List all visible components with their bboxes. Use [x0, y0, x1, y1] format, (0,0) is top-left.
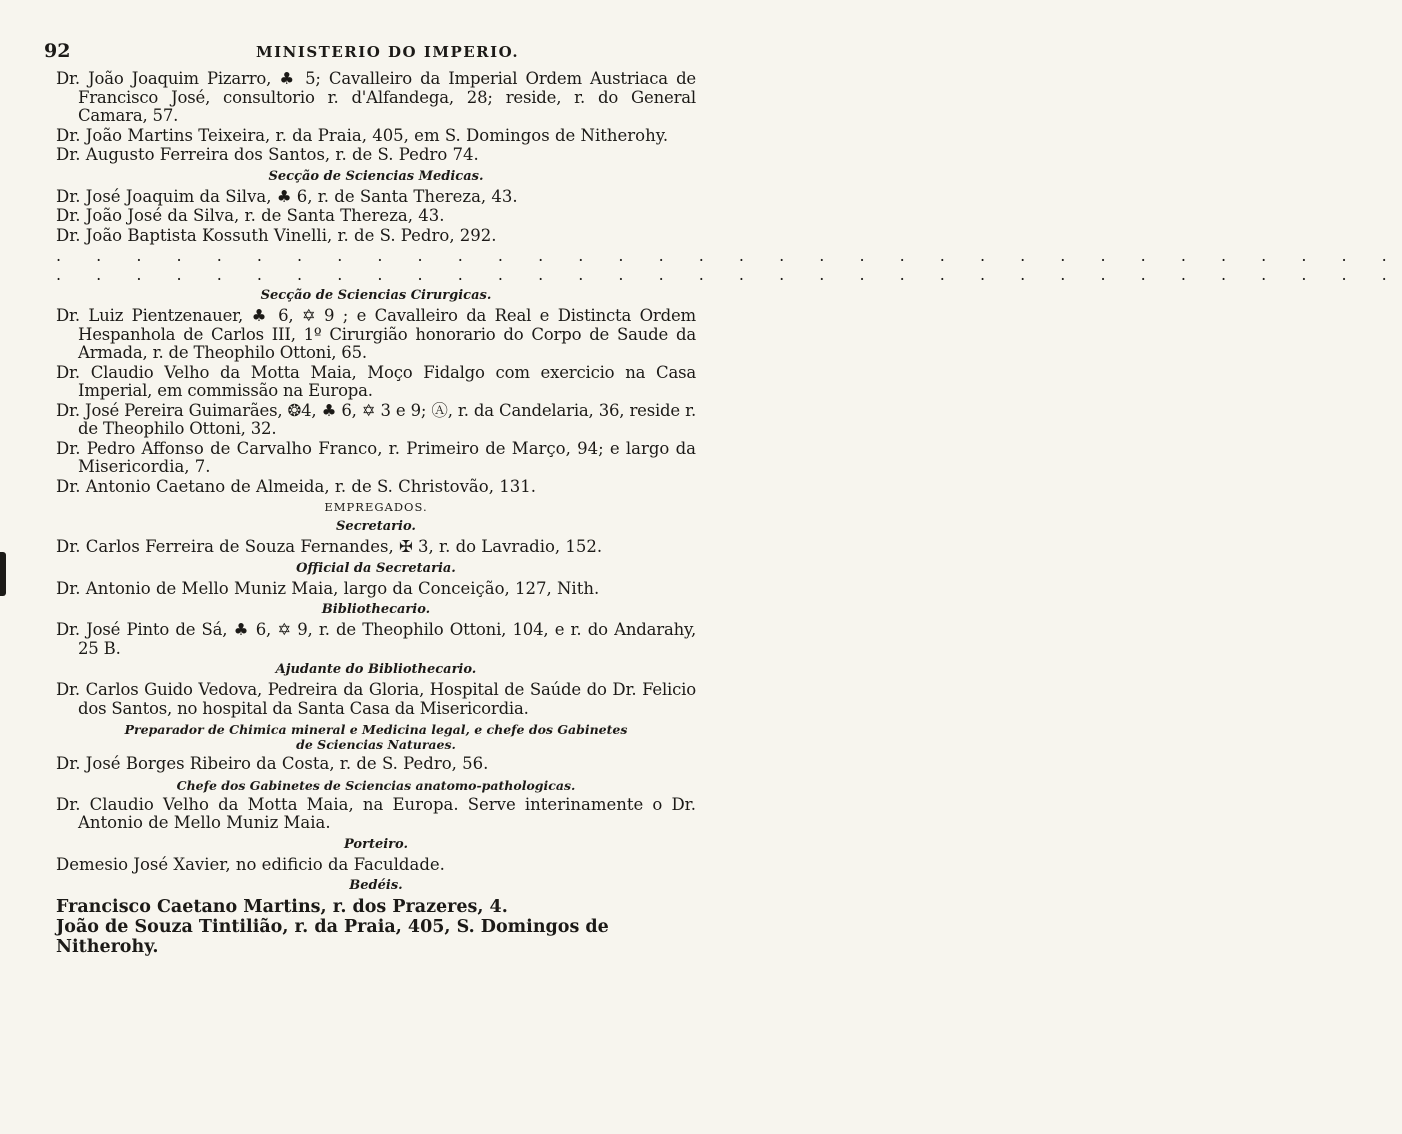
entry-official: Dr. Antonio de Mello Muniz Maia, largo da Conceição, 127, Nith. [56, 578, 600, 598]
entry-pizarro: Dr. João Joaquim Pizarro, ♣ 5; Cavalleiro da Imperial Ordem Austriaca de Francisco José, consultorio r. d'Alfandega, 28; reside, r. do General Camara, 57. [56, 69, 696, 125]
page-header [44, 40, 694, 64]
section-title-medicas: Secção de Sciencias Medicas. [268, 168, 484, 184]
binding-edge-mark [0, 552, 6, 596]
entry-carvalho-franco: Dr. Pedro Affonso de Carvalho Franco, r. Primeiro de Março, 94; e largo da Misericordia, 7. [56, 438, 696, 476]
section-title-cirurgicas: Secção de Sciencias Cirurgicas. [260, 288, 492, 303]
role-title-bibliothecario: Bibliothecario. [321, 602, 431, 617]
entry-preparador: Dr. José Borges Ribeiro da Costa, r. de S. Pedro, 56. [56, 754, 489, 773]
role-title-porteiro: Porteiro. [344, 836, 408, 852]
dotted-leader-line: . . . . . . . . . . . . . . . . . . . . . . . . . . . . . . . . . . [56, 246, 1402, 265]
entry-teixeira: Dr. João Martins Teixeira, r. da Praia, 405, em S. Domingos de Nitherohy. [56, 125, 669, 145]
entry-guimaraes: Dr. José Pereira Guimarães, ❂4, ♣ 6, ✡ 3 e 9; Ⓐ, r. da Candelaria, 36, reside r. de Theophilo Ottoni, 32. [56, 400, 696, 438]
entry-secretario: Dr. Carlos Ferreira de Souza Fernandes, ✠ 3, r. do Lavradio, 152. [56, 537, 603, 556]
entry-bibliothecario: Dr. José Pinto de Sá, ♣ 6, ✡ 9, r. de Theophilo Ottoni, 104, e r. do Andarahy, 25 B. [56, 620, 696, 658]
entry-joao-silva: Dr. João José da Silva, r. de Santa Thereza, 43. [56, 206, 445, 225]
section-title-empregados: EMPREGADOS. [324, 500, 428, 514]
role-title-preparador-line2: de Sciencias Naturaes. [296, 737, 456, 752]
entry-ajudante: Dr. Carlos Guido Vedova, Pedreira da Gloria, Hospital de Saúde do Dr. Felicio dos Santos, no hospital da Santa Casa da Misericordia. [56, 680, 696, 718]
page-number: 92 [44, 40, 71, 62]
entry-bedel: Francisco Caetano Martins, r. dos Prazeres, 4. [56, 897, 508, 917]
entry-bedel: João de Souza Tintilião, r. da Praia, 405, S. Domingos de Nitherohy. [56, 917, 609, 957]
entry-joaquim-silva: Dr. José Joaquim da Silva, ♣ 6, r. de Santa Thereza, 43. [56, 186, 518, 206]
entry-ferreira-santos: Dr. Augusto Ferreira dos Santos, r. de S. Pedro 74. [56, 145, 479, 164]
entry-almeida: Dr. Antonio Caetano de Almeida, r. de S. Christovão, 131. [56, 476, 536, 496]
entry-pientzenauer: Dr. Luiz Pientzenauer, ♣ 6, ✡ 9 ; e Cavalleiro da Real e Distincta Ordem Hespanhola de Carlos III, 1º Cirurgião honorario do Corpo de Saude da Armada, r. de Theophilo Ottoni, 65. [56, 306, 696, 362]
entry-motta-maia: Dr. Claudio Velho da Motta Maia, Moço Fidalgo com exercicio na Casa Imperial, em commissão na Europa. [56, 362, 696, 400]
dotted-leader-line: . . . . . . . . . . . . . . . . . . . . . . . . . . . . . . . . . . [56, 265, 1402, 284]
entry-porteiro: Demesio José Xavier, no edificio da Faculdade. [56, 854, 445, 874]
role-title-chefe-gabinetes: Chefe dos Gabinetes de Sciencias anatomo-pathologicas. [176, 777, 576, 793]
page-body [56, 69, 1402, 957]
role-title-ajudante: Ajudante do Bibliothecario. [275, 662, 477, 677]
running-title: MINISTERIO DO IMPERIO. [256, 43, 520, 61]
role-title-official: Official da Secretaria. [296, 560, 456, 576]
role-title-secretario: Secretario. [336, 519, 416, 534]
entry-chefe-gabinetes: Dr. Claudio Velho da Motta Maia, na Europa. Serve interinamente o Dr. Antonio de Mello Muniz Maia. [56, 794, 696, 832]
role-title-preparador-line1: Preparador de Chimica mineral e Medicina legal, e chefe dos Gabinetes [124, 722, 628, 737]
entry-vinelli: Dr. João Baptista Kossuth Vinelli, r. de S. Pedro, 292. [56, 225, 497, 245]
role-title-bedeis: Bedéis. [349, 878, 403, 893]
